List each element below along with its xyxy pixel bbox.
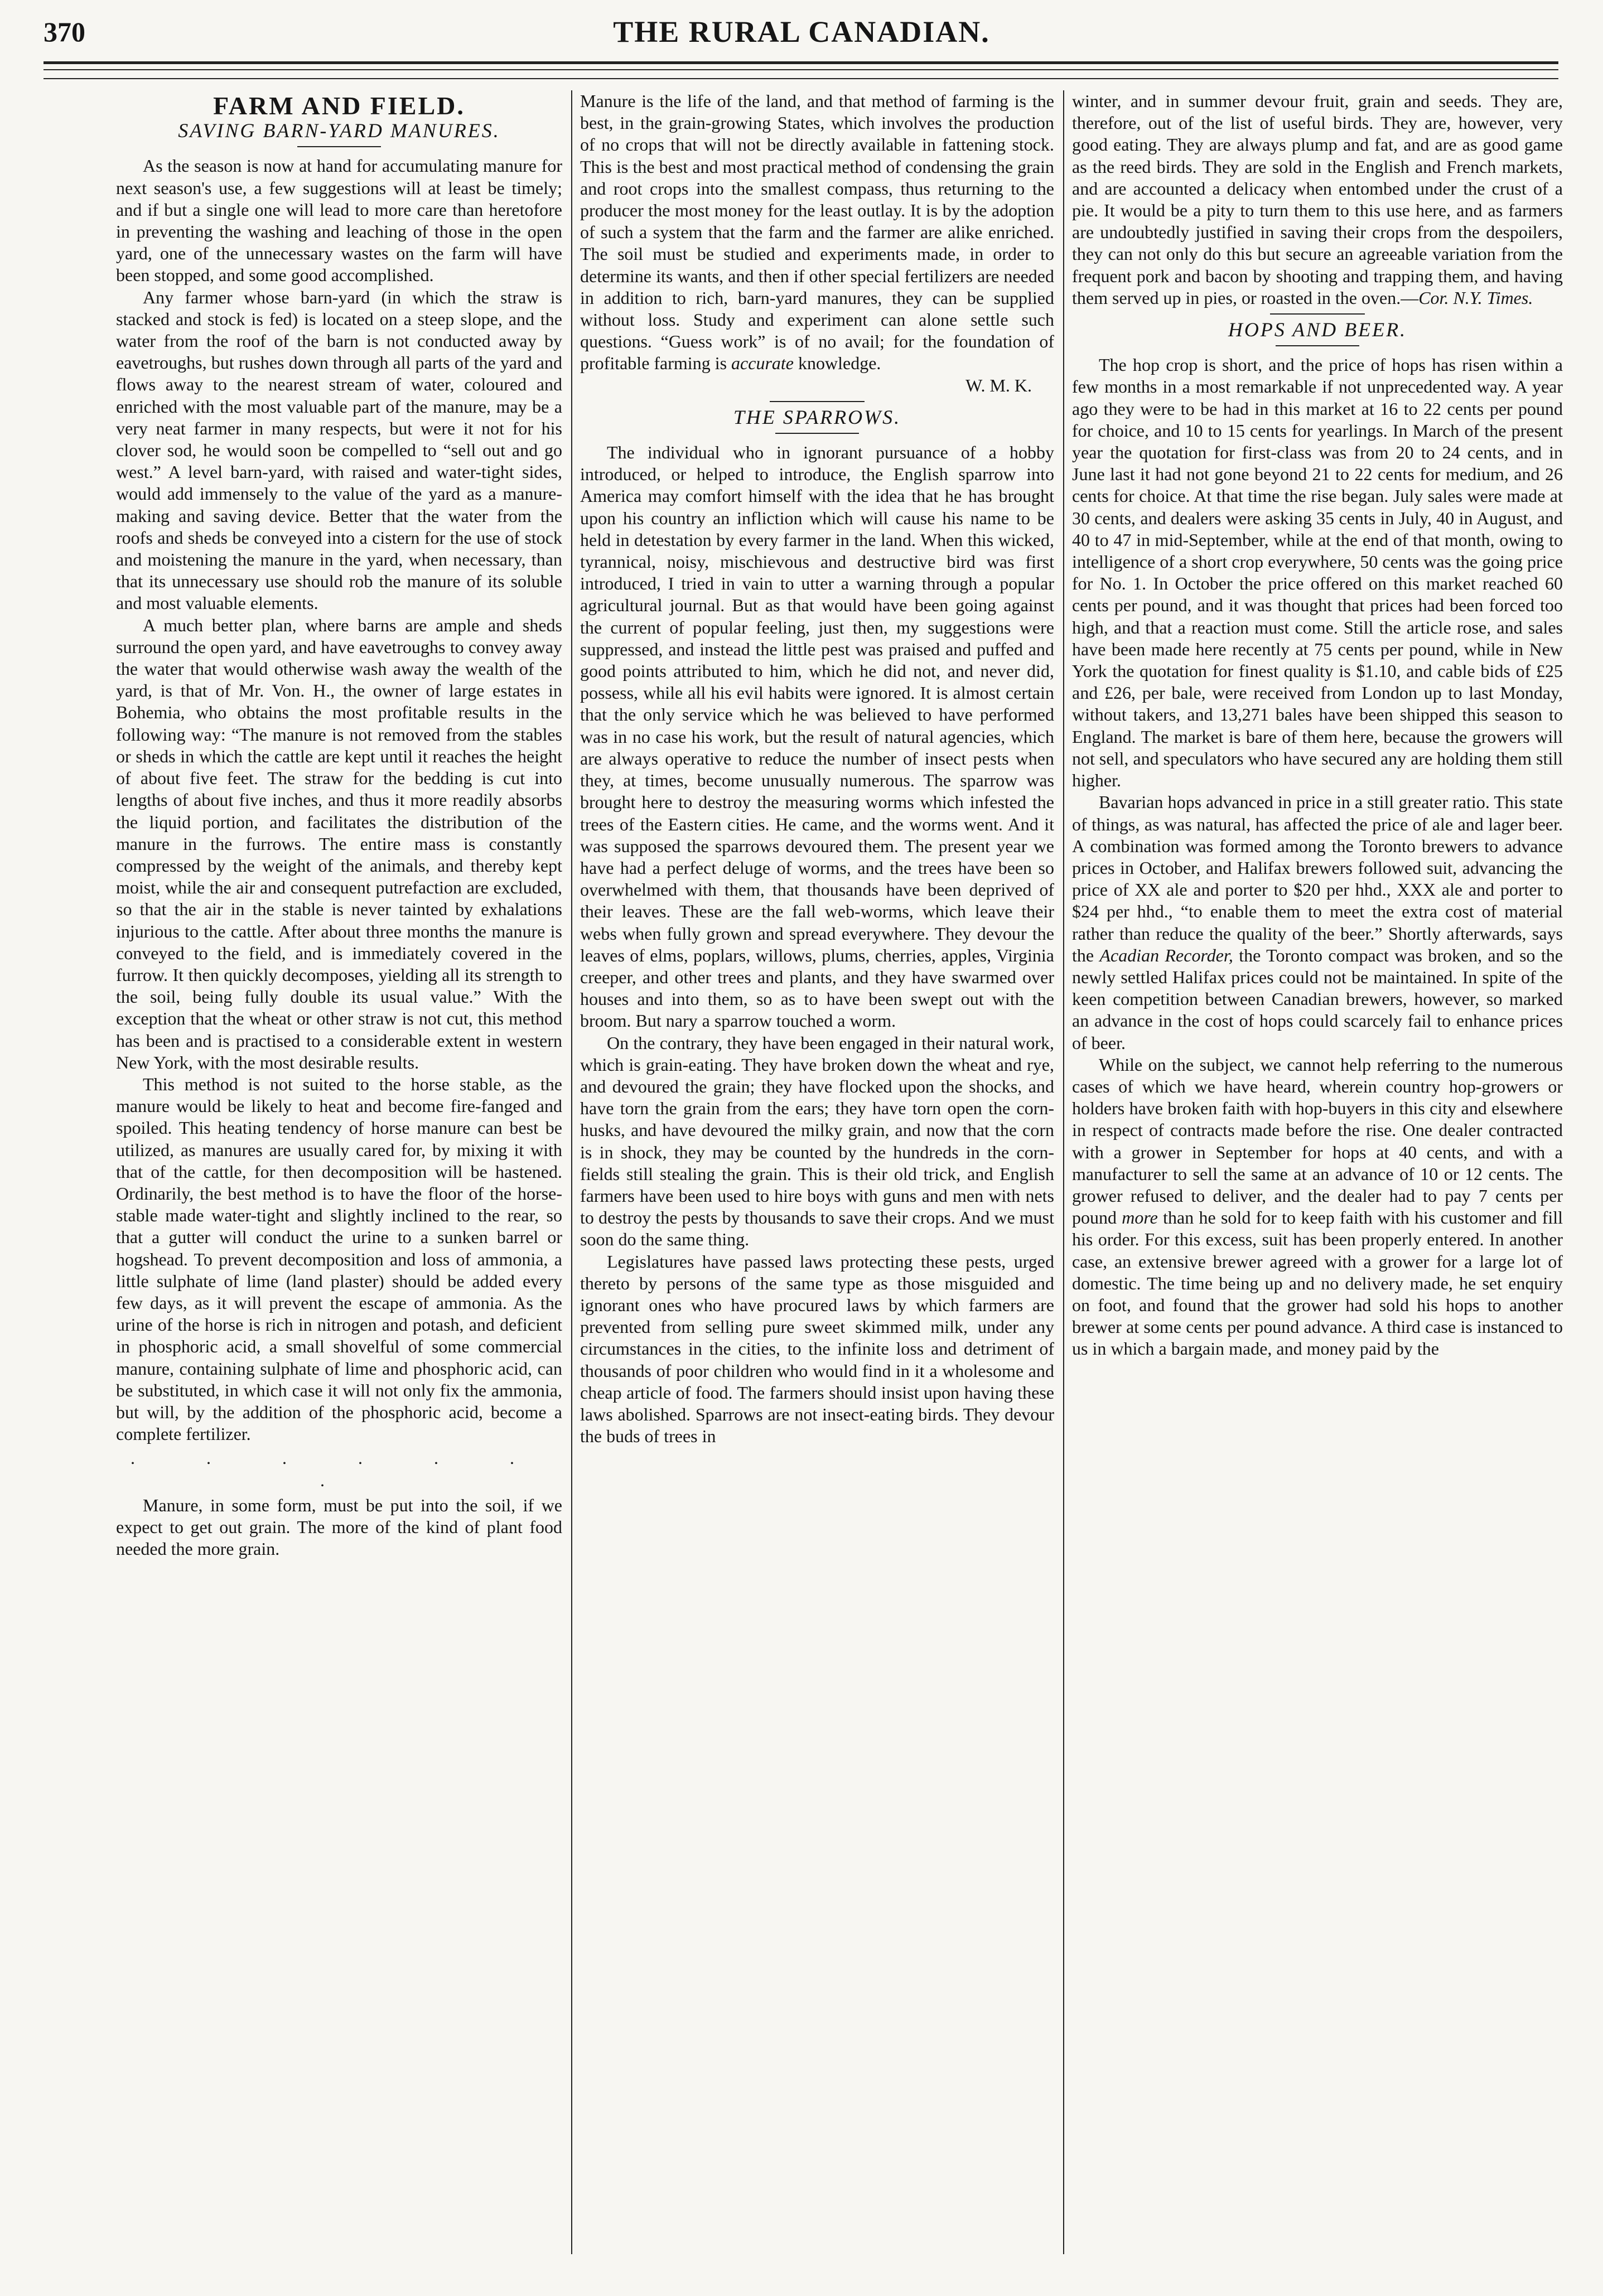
paragraph: The individual who in ignorant pursuance of a hobby introduced, or helped to introduce, the English sparrow into America may comfort himself with the idea that he has brought upon his country an infliction which will cause his name to be held in detestation by every farmer in the land. When this wicked, tyrannical, noisy, mischievous and destructive bird was first introduced, I tried in vain to utter a warning through a popular agricultural journal. But as that would have been going against the current of popular feeling, just then, my suggestions were suppressed, and instead the little pest was praised and puffed and good points attributed to him, which he did not, and never did, possess, while all his evil habits were ignored. It is almost certain that the only service which he was believed to have performed was in no case his work, but the result of natural agencies, which are always operative to reduce the number of insect pests when they, at times, become unusually numerous. The sparrow was brought here to destroy the measuring worms which infested the trees of the Eastern cities. He came, and the worms went. And it was supposed the sparrows devoured them. The present year we have had a perfect deluge of worms, and the trees have been so overwhelmed with them, that thousands have been deprived of their leaves. These are the fall web-worms, which leave their webs when fully grown and spread everywhere. They devour the leaves of elms, poplars, willows, plums, cherries, apples, Virginia creeper, and other trees and plants, and they have swarmed over houses and into them, so as to have been swept out with the broom. But nary a sparrow touched a worm. xyxy=(580,442,1054,1031)
paragraph-text: knowledge. xyxy=(798,353,881,374)
paragraph-text: than he sold for to keep faith with his customer and fill his order. For this excess, suit has been properly entered. In another case, an extensive brewer agreed with a grower for a large lot of domestic. The time being up and no delivery made, he set enquiry on foot, and found that the grower had sold his hops to another brewer at some cents per pound advance. A third case is instanced to us in which a bargain made, and money paid by the xyxy=(1072,1207,1563,1359)
article-separator xyxy=(770,401,865,402)
publication-name: Acadian Recorder, xyxy=(1099,945,1233,965)
source-citation: Cor. N.Y. Times. xyxy=(1418,287,1533,308)
ellipsis-separator: . . . . . . . xyxy=(131,1448,548,1490)
emphasis: accurate xyxy=(731,353,794,374)
article-title-hops: HOPS AND BEER. xyxy=(1228,318,1407,341)
paragraph: This method is not suited to the horse stable, as the manure would be likely to heat and become fire-fanged and spoiled. This heating tendency of horse manure can best be utilized, as manures are usually cared for, by mixing it with that of the cattle, for then decomposition will be hastened. Ordinarily, the best method is to have the floor of the horse-stable made water-tight and slightly inclined to the rear, so that a gutter will conduct the urine to a sunken barrel or hogshead. To prevent decomposition and loss of ammonia, a little sulphate of lime (land plaster) should be added every few days, as it will prevent the escape of ammonia. As the urine of the horse is rich in nitrogen and potash, and deficient in phosphoric acid, a small shovelful of some commercial manure, containing sulphate of lime and phosphoric acid, can be substituted, in which case it will not only fix the ammonia, but will, by the addition of the phosphoric acid, become a complete fertilizer. xyxy=(116,1074,562,1444)
paragraph: The hop crop is short, and the price of hops has risen within a few months in a most remarkable if not unprecedented way. A year ago they were to be had in this market at 16 to 22 cents per pound for choice, and 10 to 15 cents for yearlings. In March of the present year the quotation for first-class was from 20 to 24 cents, and in June last it had not gone beyond 21 to 22 cents for medium, and 26 cents for choice. At that time the rise began. July sales were made at 30 cents, and dealers were asking 35 cents in July, 40 in August, and 40 to 47 in mid-September, while at the end of that month, owing to intelligence of a short crop everywhere, 50 cents was the going price for No. 1. In October the price offered on this market reached 60 cents per pound, and it was thought that prices had been forced too high, and that a reaction must come. Still the article rose, and sales have been made here recently at 75 cents per pound, while in New York the quotation for finest quality is $1.10, and cable bids of £25 and £26, per bale, were received from London up to last Monday, without takers, and 13,271 bales have been shipped this season to England. The market is bare of them here, because the growers will not sell, and speculators who have secured any are holding them still higher. xyxy=(1072,355,1563,791)
paragraph xyxy=(1072,791,1563,1053)
paragraph-continued xyxy=(580,90,1054,375)
header-rule-thin-lower xyxy=(44,78,1558,79)
column-1 xyxy=(116,90,562,2254)
paragraph: Manure, in some form, must be put into the soil, if we expect to get out grain. The more of the kind of plant food needed the more grain. xyxy=(116,1495,562,1559)
paragraph-text: the Toronto compact was broken, and so the newly settled Halifax prices could not be maintained. In spite of the keen competition between Canadian brewers, however, so marked an advance in the cost of hops could scarcely fail to enhance prices of beer. xyxy=(1072,945,1563,1053)
paragraph-text: While on the subject, we cannot help referring to the numerous cases of which we have heard, wherein country hop-growers or holders have broken faith with hop-buyers in this city and elsewhere in respect of contracts made before the rise. One dealer contracted with a grower in September for hops at 40 cents, and with a manufacturer to sell the same at an advance of 10 or 12 cents. The grower refused to deliver, and the dealer had to pay 7 cents per pound xyxy=(1072,1054,1563,1228)
column-2 xyxy=(580,90,1054,2254)
title-rule xyxy=(775,433,859,434)
signature: W. M. K. xyxy=(965,375,1032,395)
paragraph xyxy=(1072,1054,1563,1360)
paragraph-text: Manure is the life of the land, and that method of farming is the best, in the grain-growing States, which involves the production of no crops that will not be directly available in fattening stock. This is the best and most practical method of condensing the grain and root crops into the smallest compass, thus returning to the producer the most money for the least outlay. It is by the adoption of such a system that the farm and the farmer are alike enriched. The soil must be studied and experiments made, in order to determine its wants, and then if other special fertilizers are needed in addition to rich, barn-yard manures, they can be supplied without loss. Study and experiment can alone settle such questions. “Guess work” is of no avail; for the foundation of profitable farming is xyxy=(580,91,1054,374)
paragraph: Legislatures have passed laws protecting these pests, urged thereto by persons of the same type as those misguided and ignorant ones who have procured laws by which farmers are prevented from selling pure sweet skimmed milk, under any circumstances in the cities, to the infinite loss and detriment of thousands of poor children who would find in it a wholesome and cheap article of food. The farmers should insist upon having these laws abolished. Sparrows are not insect-eating birds. They devour the buds of trees in xyxy=(580,1251,1054,1447)
running-title: THE RURAL CANADIAN. xyxy=(613,15,990,49)
department-heading: FARM AND FIELD. xyxy=(213,91,465,120)
paragraph: Any farmer whose barn-yard (in which the straw is stacked and stock is fed) is located on a steep slope, and the water from the roof of the barn is not conducted away by eavetroughs, but rushes down through all parts of the yard and flows away to the nearest stream of water, coloured and enriched with the most valuable part of the manure, may be a very neat farmer in many respects, but were it not for his clover sod, he would soon be compelled to “sell out and go west.” A level barn-yard, with raised and water-tight sides, would add immensely to the value of the yard as a manure-making and saving device. Better that the water from the roofs and sheds be conveyed into a cistern for the use of stock and moistening the manure in the yard, when necessary, than that its unnecessary use should rob the manure of its soluble and most valuable elements. xyxy=(116,287,562,613)
article-title-manures: SAVING BARN-YARD MANURES. xyxy=(178,119,500,142)
header-rule-thin xyxy=(44,69,1558,70)
header-rule-thick xyxy=(44,61,1558,64)
emphasis: more xyxy=(1122,1207,1158,1228)
page-number: 370 xyxy=(44,16,85,47)
paragraph: A much better plan, where barns are ample and sheds surround the open yard, and have eavetroughs to convey away the water that would otherwise wash away the wealth of the yard, is that of Mr. Von. H., the owner of large estates in Bohemia, who obtains the most profitable results in the following way: “The manure is not removed from the stables or sheds in which the cattle are kept until it reaches the height of about five feet. The straw for the bedding is cut into lengths of about five inches, and thus it more readily absorbs the liquid portion, and facilitates the distribution of the manure in the furrows. The entire mass is constantly compressed by the weight of the animals, and thereby kept moist, while the air and consequent putrefaction are excluded, so that the air in the stable is never tainted by exhalations injurious to the cattle. After about three months the manure is conveyed to the field, and is immediately covered in the furrow. It then quickly decomposes, yielding all its strength to the soil, being fully double its usual value.” With the exception that the wheat or other straw is not cut, this method has been and is practised to a considerable extent in western New York, with the most desirable results. xyxy=(116,615,562,1072)
column-rule-right xyxy=(1063,90,1064,2254)
paragraph: On the contrary, they have been engaged in their natural work, which is grain-eating. They have broken down the wheat and rye, and devoured the grain; they have flocked upon the shocks, and have torn the grain from the ears; they have torn open the corn-husks, and have devoured the milky grain, and now that the corn is in shock, they may be counted by the hundreds in the corn-fields still stealing the grain. This is their old trick, and English farmers have been used to hire boys with guns and men with nets to destroy the pests by thousands to save their crops. And we must soon do the same thing. xyxy=(580,1032,1054,1250)
column-3 xyxy=(1072,90,1563,2254)
paragraph-continued xyxy=(1072,90,1563,309)
paragraph: As the season is now at hand for accumulating manure for next season's use, a few suggestions will at least be timely; and if but a single one will lead to more care than heretofore in preventing the washing and leaching of those in the open yard, one of the unnecessary wastes on the farm will have been stopped, and some good accomplished. xyxy=(116,156,562,286)
paragraph-text: Bavarian hops advanced in price in a still greater ratio. This state of things, as was natural, has affected the price of ale and lager beer. A combination was formed among the Toronto brewers to advance prices in October, and Halifax brewers followed suit, advancing the price of XX ale and porter to $20 per hhd., XXX ale and porter to $24 per hhd., “to enable them to meet the extra cost of material rather than reduce the quality of the beer.” Shortly afterwards, says the xyxy=(1072,792,1563,965)
paragraph-text: winter, and in summer devour fruit, grain and seeds. They are, therefore, out of the list of useful birds. They are, however, very good eating. They are always plump and fat, and are as good game as the reed birds. They are sold in the English and French markets, and are accounted a delicacy when entombed under the crust of a pie. It would be a pity to turn them to this use here, and as farmers are undoubtedly justified in saving their crops from the despoilers, they can not only do this but secure an agreeable variation from the frequent pork and bacon by shooting and trapping them, and having them served up in pies, or roasted in the oven.— xyxy=(1072,91,1563,308)
article-title-sparrows: THE SPARROWS. xyxy=(733,405,901,428)
article-separator xyxy=(1270,313,1365,315)
column-rule-left xyxy=(571,90,572,2254)
title-rule xyxy=(1276,345,1359,346)
title-rule xyxy=(297,146,381,147)
